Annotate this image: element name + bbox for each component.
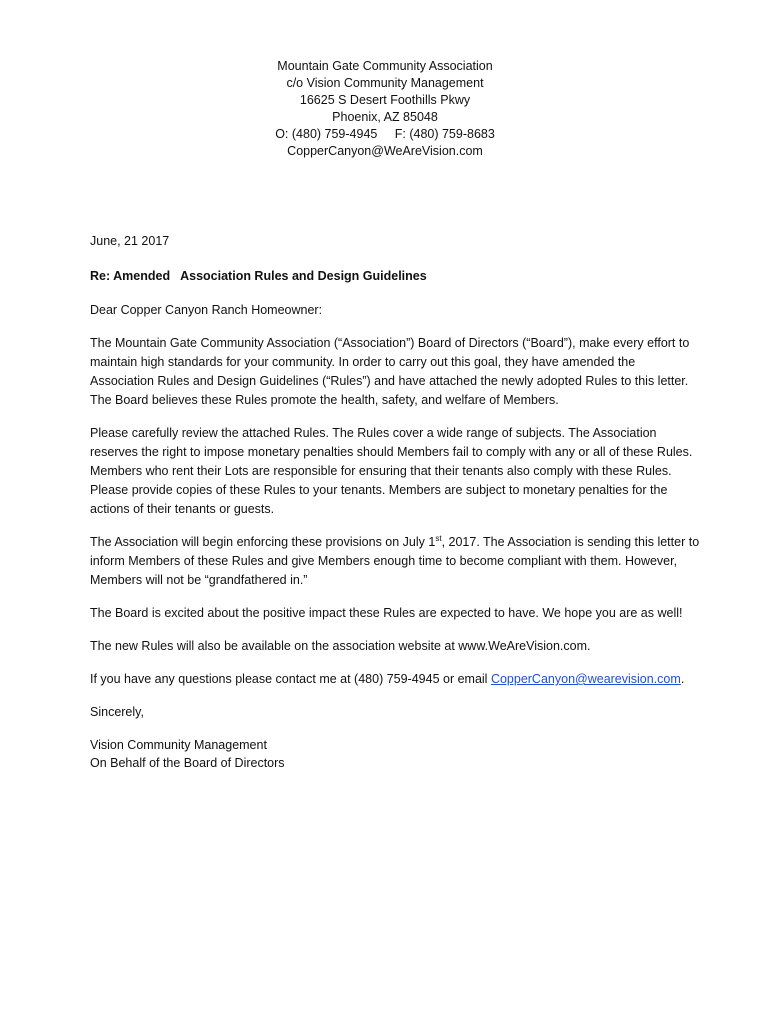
subject-text: Association Rules and Design Guidelines bbox=[180, 269, 427, 283]
closing: Sincerely, bbox=[90, 705, 144, 719]
signature-line-1: Vision Community Management bbox=[90, 738, 267, 752]
signature-line-2: On Behalf of the Board of Directors bbox=[90, 756, 285, 770]
salutation: Dear Copper Canyon Ranch Homeowner: bbox=[90, 303, 323, 317]
paragraph-3-start: The Association will begin enforcing these provisions on July 1 bbox=[90, 535, 436, 549]
paragraph-6 bbox=[90, 670, 700, 689]
signature-block bbox=[90, 736, 700, 772]
paragraph-3 bbox=[90, 533, 700, 590]
letter-body bbox=[90, 232, 700, 772]
letterhead-care-of: c/o Vision Community Management bbox=[286, 76, 484, 90]
paragraph-5: The new Rules will also be available on the association website at www.WeAreVision.com. bbox=[90, 639, 591, 653]
paragraph-6-start: If you have any questions please contact me at (480) 759-4945 or email bbox=[90, 672, 491, 686]
office-phone: (480) 759-4945 bbox=[291, 127, 378, 141]
letterhead-email: CopperCanyon@WeAreVision.com bbox=[287, 144, 483, 158]
paragraph-2: Please carefully review the attached Rules. The Rules cover a wide range of subjects. The Association reserves the right to impose monetary penalties should Members fail to comply with any or all of these Rules. Members who rent their Lots are responsible for ensuring that their tenants also comply with these Rules. Please provide copies of these Rules to your tenants. Members are subject to monetary penalties for the actions of their tenants or guests. bbox=[90, 426, 693, 516]
letterhead-street: 16625 S Desert Foothills Pkwy bbox=[299, 93, 471, 107]
letterhead-org: Mountain Gate Community Association bbox=[277, 59, 493, 73]
letter-date: June, 21 2017 bbox=[90, 234, 170, 248]
letterhead-phones bbox=[0, 126, 770, 143]
paragraph-4: The Board is excited about the positive impact these Rules are expected to have. We hope you are as well! bbox=[90, 606, 683, 620]
fax-number: (480) 759-8683 bbox=[409, 127, 495, 141]
paragraph-6-end: . bbox=[680, 672, 685, 686]
office-phone-label: O: bbox=[275, 127, 289, 141]
ordinal-superscript: st bbox=[435, 533, 442, 543]
email-link[interactable]: CopperCanyon@wearevision.com bbox=[490, 672, 681, 686]
letterhead-city: Phoenix, AZ 85048 bbox=[332, 110, 438, 124]
letterhead bbox=[0, 58, 770, 160]
subject-prefix: Re: Amended bbox=[90, 269, 171, 283]
paragraph-1: The Mountain Gate Community Association (“Association”) Board of Directors (“Board”), make every effort to maintain high standards for your community. In order to carry out this goal, they have amended the Association Rules and Design Guidelines (“Rules”) and have attached the newly adopted Rules to this letter. The Board believes these Rules promote the health, safety, and welfare of Members. bbox=[90, 336, 690, 407]
subject-line bbox=[90, 267, 700, 286]
fax-label: F: bbox=[394, 127, 406, 141]
paragraph-3-end: , 2017. The Association is sending this letter to inform Members of these Rules and give Members enough time to become compliant with them. However, Members will not be “grandfathered in.” bbox=[90, 535, 700, 587]
